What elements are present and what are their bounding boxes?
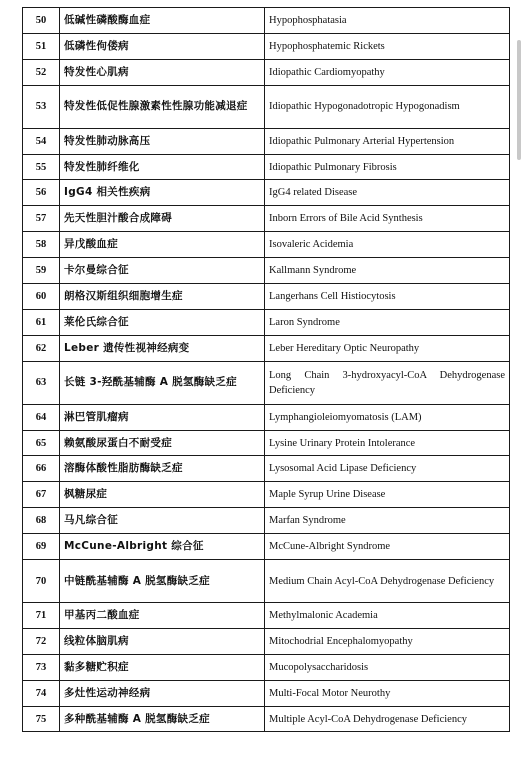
disease-name-english: Lysine Urinary Protein Intolerance	[265, 430, 510, 456]
row-number: 57	[23, 206, 60, 232]
disease-name-chinese: 中链酰基辅酶 A 脱氢酶缺乏症	[60, 560, 265, 603]
disease-name-english: IgG4 related Disease	[265, 180, 510, 206]
row-number: 67	[23, 482, 60, 508]
row-number: 58	[23, 232, 60, 258]
disease-name-chinese: 莱伦氏综合征	[60, 309, 265, 335]
disease-name-english: Hypophosphatasia	[265, 8, 510, 34]
disease-name-chinese: IgG4 相关性疾病	[60, 180, 265, 206]
row-number: 62	[23, 335, 60, 361]
table-row	[23, 680, 510, 706]
table-row	[23, 284, 510, 310]
table-row	[23, 430, 510, 456]
disease-name-english: Langerhans Cell Histiocytosis	[265, 284, 510, 310]
table-row	[23, 404, 510, 430]
table-row	[23, 456, 510, 482]
disease-name-english: McCune-Albright Syndrome	[265, 534, 510, 560]
row-number: 59	[23, 258, 60, 284]
disease-name-chinese: 特发性肺纤维化	[60, 154, 265, 180]
disease-name-chinese: 多种酰基辅酶 A 脱氢酶缺乏症	[60, 706, 265, 732]
disease-name-chinese: 甲基丙二酸血症	[60, 603, 265, 629]
table-row	[23, 128, 510, 154]
table-row	[23, 206, 510, 232]
table-row	[23, 59, 510, 85]
row-number: 50	[23, 8, 60, 34]
disease-name-english: Multi-Focal Motor Neurothy	[265, 680, 510, 706]
row-number: 74	[23, 680, 60, 706]
disease-name-english: Long Chain 3-hydroxyacyl-CoA Dehydrogenase Deficiency	[265, 361, 510, 404]
disease-name-chinese: 枫糖尿症	[60, 482, 265, 508]
row-number: 68	[23, 508, 60, 534]
disease-name-chinese: 赖氨酸尿蛋白不耐受症	[60, 430, 265, 456]
row-number: 65	[23, 430, 60, 456]
table-row	[23, 508, 510, 534]
disease-name-chinese: 先天性胆汁酸合成障碍	[60, 206, 265, 232]
disease-name-english: Leber Hereditary Optic Neuropathy	[265, 335, 510, 361]
disease-name-english: Marfan Syndrome	[265, 508, 510, 534]
table-row	[23, 309, 510, 335]
table-row	[23, 8, 510, 34]
disease-name-chinese: 溶酶体酸性脂肪酶缺乏症	[60, 456, 265, 482]
disease-name-chinese: 特发性肺动脉高压	[60, 128, 265, 154]
disease-name-chinese: 线粒体脑肌病	[60, 628, 265, 654]
disease-name-english: Medium Chain Acyl-CoA Dehydrogenase Deficiency	[265, 560, 510, 603]
row-number: 54	[23, 128, 60, 154]
row-number: 64	[23, 404, 60, 430]
table-row	[23, 603, 510, 629]
row-number: 73	[23, 654, 60, 680]
disease-name-english: Kallmann Syndrome	[265, 258, 510, 284]
row-number: 61	[23, 309, 60, 335]
disease-name-chinese: 卡尔曼综合征	[60, 258, 265, 284]
disease-name-chinese: 朗格汉斯组织细胞增生症	[60, 284, 265, 310]
table-row	[23, 654, 510, 680]
row-number: 66	[23, 456, 60, 482]
table-row	[23, 180, 510, 206]
disease-name-english: Mitochodrial Encephalomyopathy	[265, 628, 510, 654]
row-number: 60	[23, 284, 60, 310]
disease-name-english: Maple Syrup Urine Disease	[265, 482, 510, 508]
table-row	[23, 706, 510, 732]
table-row	[23, 154, 510, 180]
row-number: 70	[23, 560, 60, 603]
disease-name-chinese: 马凡综合征	[60, 508, 265, 534]
disease-name-chinese: 特发性低促性腺激素性性腺功能减退症	[60, 85, 265, 128]
vertical-scrollbar[interactable]	[517, 40, 521, 160]
disease-name-chinese: Leber 遗传性视神经病变	[60, 335, 265, 361]
table-row	[23, 482, 510, 508]
row-number: 72	[23, 628, 60, 654]
table-row	[23, 85, 510, 128]
row-number: 51	[23, 33, 60, 59]
disease-name-english: Idiopathic Pulmonary Arterial Hypertension	[265, 128, 510, 154]
disease-name-chinese: 淋巴管肌瘤病	[60, 404, 265, 430]
row-number: 52	[23, 59, 60, 85]
disease-name-chinese: 黏多糖贮积症	[60, 654, 265, 680]
disease-name-english: Hypophosphatemic Rickets	[265, 33, 510, 59]
row-number: 56	[23, 180, 60, 206]
row-number: 69	[23, 534, 60, 560]
disease-name-chinese: 异戊酸血症	[60, 232, 265, 258]
disease-name-english: Isovaleric Acidemia	[265, 232, 510, 258]
disease-name-chinese: 低碱性磷酸酶血症	[60, 8, 265, 34]
disease-name-english: Idiopathic Hypogonadotropic Hypogonadism	[265, 85, 510, 128]
table-row	[23, 560, 510, 603]
row-number: 71	[23, 603, 60, 629]
disease-name-chinese: 特发性心肌病	[60, 59, 265, 85]
disease-name-chinese: 低磷性佝偻病	[60, 33, 265, 59]
table-row	[23, 628, 510, 654]
table-row	[23, 335, 510, 361]
disease-name-english: Idiopathic Pulmonary Fibrosis	[265, 154, 510, 180]
disease-name-english: Lysosomal Acid Lipase Deficiency	[265, 456, 510, 482]
disease-name-english: Laron Syndrome	[265, 309, 510, 335]
table-row	[23, 232, 510, 258]
disease-name-english: Methylmalonic Academia	[265, 603, 510, 629]
row-number: 53	[23, 85, 60, 128]
rare-disease-table	[22, 7, 510, 732]
disease-name-english: Lymphangioleiomyomatosis (LAM)	[265, 404, 510, 430]
table-row	[23, 534, 510, 560]
disease-name-english: Inborn Errors of Bile Acid Synthesis	[265, 206, 510, 232]
disease-name-chinese: 长链 3-羟酰基辅酶 A 脱氢酶缺乏症	[60, 361, 265, 404]
table-row	[23, 361, 510, 404]
disease-name-chinese: McCune-Albright 综合征	[60, 534, 265, 560]
row-number: 63	[23, 361, 60, 404]
table-row	[23, 33, 510, 59]
row-number: 55	[23, 154, 60, 180]
row-number: 75	[23, 706, 60, 732]
table-row	[23, 258, 510, 284]
disease-name-english: Idiopathic Cardiomyopathy	[265, 59, 510, 85]
disease-name-english: Multiple Acyl-CoA Dehydrogenase Deficiency	[265, 706, 510, 732]
disease-name-english: Mucopolysaccharidosis	[265, 654, 510, 680]
disease-name-chinese: 多灶性运动神经病	[60, 680, 265, 706]
